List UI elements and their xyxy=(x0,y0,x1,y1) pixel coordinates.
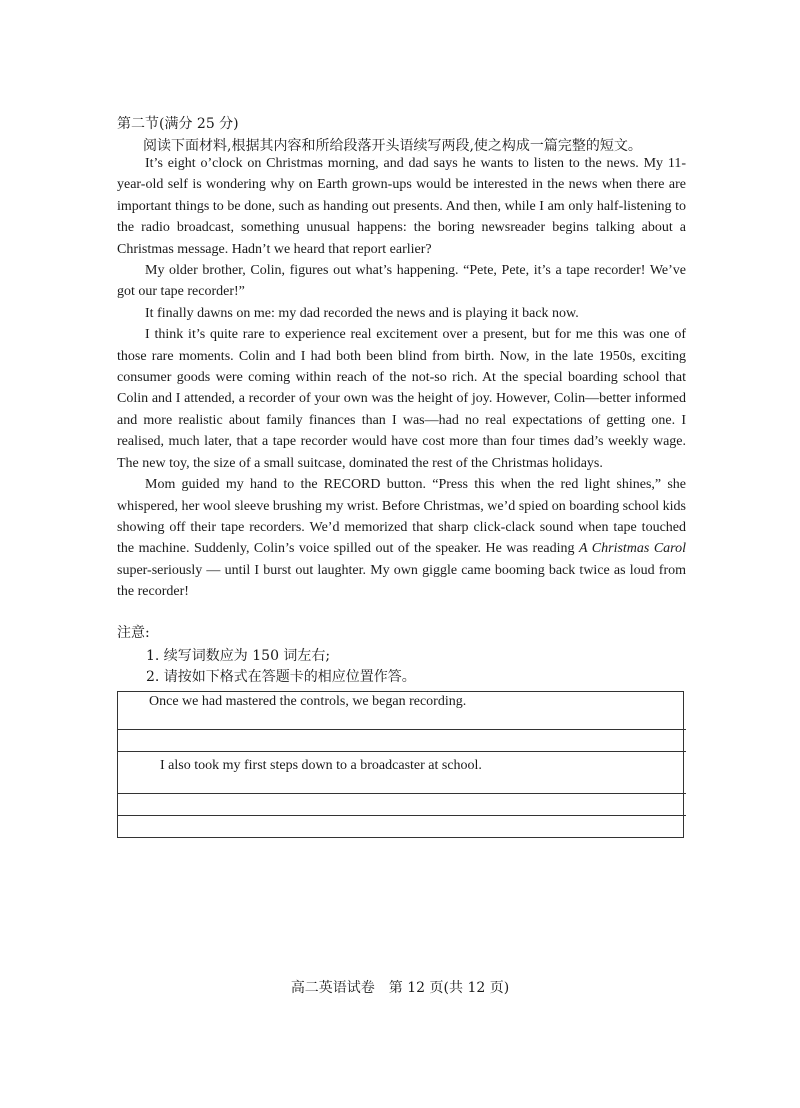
writing-line xyxy=(118,815,686,816)
reading-passage xyxy=(117,153,686,603)
writing-line xyxy=(118,751,686,752)
passage-paragraph: My older brother, Colin, figures out what’s happening. “Pete, Pete, it’s a tape recorder! We’ve got our tape recorder!” xyxy=(117,263,686,300)
section-title: 第二节(满分 25 分) xyxy=(117,116,239,132)
paragraph-starter-1: Once we had mastered the controls, we began recording. xyxy=(149,694,467,709)
passage-paragraph: I think it’s quite rare to experience real excitement over a present, but for me this was one of those rare moments. Colin and I had both been blind from birth. Now, in the late 1950s, exciting consumer goods were coming within reach of the not-so rich. At the special boarding school that Colin and I attended, a recorder of your own was the height of joy. However, Colin—better informed and more realistic about family finances than I was—had no real expectations of getting one. I realised, much later, that a tape recorder would have cost more than four times dad’s weekly wage. The new toy, the size of a small suitcase, dominated the rest of the Christmas holidays. xyxy=(117,327,686,471)
passage-paragraph-italic: Mom guided my hand to the RECORD button. “Press this when the red light shines,” she whispered, her wool sleeve brushing my wrist. Before Christmas, we’d spied on boarding school kids showing off their tape recorders. We’d memorized that sharp click-clack sound when tape touched the machine. Suddenly, Colin’s voice spilled out of the speaker. He was reading A Christmas Carol super-seriously — until I burst out laughter. My own giggle came booming back twice as loud from the recorder! xyxy=(117,477,686,600)
passage-paragraph: It finally dawns on me: my dad recorded the news and is playing it back now. xyxy=(145,305,579,321)
answer-box xyxy=(117,691,684,838)
page-footer: 高二英语试卷 第 12 页(共 12 页) xyxy=(290,980,510,996)
passage-paragraph: It’s eight o’clock on Christmas morning, and dad says he wants to listen to the news. My 11-year-old self is wondering why on Earth grown-ups would be interested in the news when there are important things to be done, such as handing out presents. And then, while I am only half-listening to the radio broadcast, something unusual happens: the boring newsreader begins talking about a Christmas message. Hadn’t we heard that report earlier? xyxy=(117,156,686,257)
writing-line xyxy=(118,793,686,794)
writing-line xyxy=(118,729,686,730)
paragraph-starter-2: I also took my first steps down to a broadcaster at school. xyxy=(160,758,482,773)
book-title: A Christmas Carol xyxy=(579,541,686,557)
note-item: 2. 请按如下格式在答题卡的相应位置作答。 xyxy=(146,669,416,685)
task-instruction: 阅读下面材料,根据其内容和所给段落开头语续写两段,使之构成一篇完整的短文。 xyxy=(143,138,642,154)
note-item: 1. 续写词数应为 150 词左右; xyxy=(146,648,331,664)
notes-title: 注意: xyxy=(117,625,150,641)
